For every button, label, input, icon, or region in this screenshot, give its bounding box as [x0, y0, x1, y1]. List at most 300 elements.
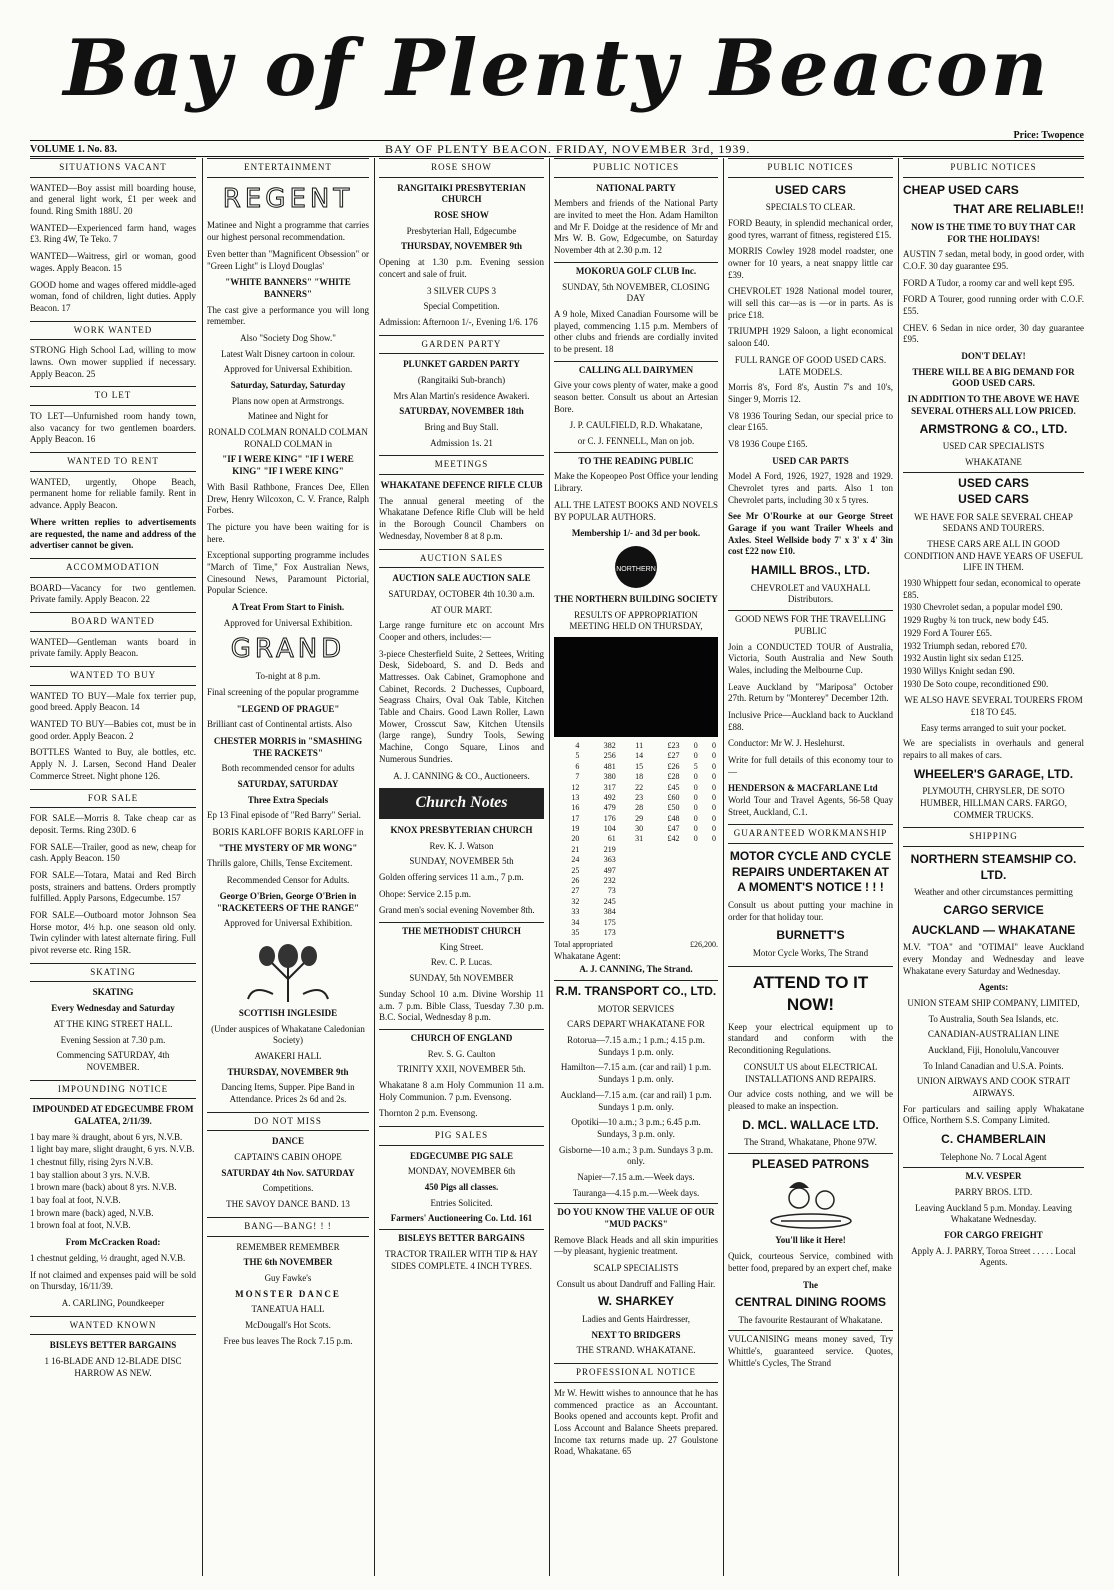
- ad-text: SUNDAY, NOVEMBER 5th: [409, 856, 514, 867]
- table-cell: 14: [635, 751, 644, 761]
- classified-ad: WANTED—Experienced farm hand, wages £3. Ring 4W, Te Teko. 7: [30, 222, 196, 245]
- ad-text: Farmers' Auctioneering Co. Ltd. 161: [390, 1213, 533, 1224]
- table-cell-empty: [618, 845, 645, 855]
- table-cell-empty: [618, 866, 645, 876]
- table-row: [554, 762, 718, 772]
- table-cell: 175: [603, 917, 616, 927]
- notice-text: SCALP SPECIALISTS: [593, 1263, 679, 1274]
- section-heading: PUBLIC NOTICES: [554, 158, 718, 178]
- table-cell: 28: [635, 803, 644, 813]
- ad-title: ATTEND TO IT NOW!: [728, 966, 893, 1016]
- film-title: "WHITE BANNERS" "WHITE BANNERS": [225, 277, 351, 299]
- table-cell: 245: [603, 896, 616, 906]
- notice-text: or C. J. FENNELL, Man on job.: [577, 436, 695, 447]
- ad-text: UNION STEAM SHIP COMPANY, LIMITED,: [907, 997, 1080, 1008]
- list-item: 1 light bay mare, slight draught, 6 yrs. N.V.B.: [30, 1144, 195, 1155]
- event-title: PLUNKET GARDEN PARTY: [403, 359, 520, 370]
- table-cell-empty: [700, 907, 718, 917]
- table-cell-empty: [700, 855, 718, 865]
- ad-text: THURSDAY, NOVEMBER 9th: [227, 1066, 349, 1077]
- notice-text: Where written replies to advertisements are requested, the name and address of the advertiser cannot be given.: [30, 516, 196, 551]
- ad-text: Sunday School 10 a.m. Divine Worship 11 a.m. 7 p.m. Bible Class, Tuesday 7.30 p.m. B.C. Social, Wednesday 8 p.m.: [379, 988, 544, 1023]
- ad-text: UNION AIRWAYS AND COOK STRAIT AIRWAYS.: [916, 1076, 1071, 1098]
- table-row: [554, 824, 718, 834]
- header-rule-top: [30, 140, 1084, 141]
- table-cell: 18: [635, 772, 644, 782]
- ad-text: (Under auspices of Whakatane Caledonian Society): [211, 1023, 365, 1046]
- ad-text: We are specialists in overhauls and general repairs to all makes of cars.: [903, 738, 1084, 761]
- notice-text: Consult us about Dandruff and Falling Hair.: [556, 1278, 716, 1289]
- ad-text: Three Extra Specials: [247, 794, 329, 805]
- table-cell: 12: [571, 782, 580, 792]
- ad-subtitle: You'll like it Here!: [775, 1235, 846, 1246]
- ad-text: AT OUR MART.: [430, 604, 493, 615]
- table-cell-empty: [645, 907, 681, 917]
- table-row: [554, 772, 718, 782]
- section-heading: AUCTION SALES: [379, 549, 544, 569]
- ad-text: Dancing Items, Supper. Pipe Band in Attendance. Prices 2s 6d and 2s.: [221, 1082, 355, 1105]
- list-item: 1932 Triumph sedan, rebored £70.: [903, 640, 1027, 651]
- ad-text: Morris 8's, Ford 8's, Austin 7's and 10's, Singer 9, Morris 12.: [728, 382, 893, 404]
- table-cell: £60: [667, 792, 680, 802]
- ad-text: MORRIS Cowley 1928 model roadster, one owner for 10 years, a neat snappy little car £39.: [728, 246, 893, 280]
- section-heading: ACCOMMODATION: [30, 558, 196, 578]
- table-cell-empty: [618, 886, 645, 896]
- table-cell: 61: [607, 834, 616, 844]
- section-heading: ENTERTAINMENT: [207, 158, 369, 178]
- dateline: BAY OF PLENTY BEACON. FRIDAY, NOVEMBER 3rd, 1939.: [385, 142, 751, 156]
- ad-text: SATURDAY, NOVEMBER 18th: [399, 406, 524, 417]
- table-cell: 0: [712, 834, 716, 844]
- table-cell-empty: [618, 918, 645, 928]
- ad-text: Bring and Buy Stall.: [424, 422, 499, 432]
- schedule-line: Tauranga—4.15 p.m.—Week days.: [572, 1187, 700, 1198]
- event-title: CHURCH OF ENGLAND: [379, 1029, 544, 1045]
- ad-subtitle: USED CAR PARTS: [772, 455, 849, 466]
- table-cell: 4: [575, 740, 580, 750]
- notice-title: R.M. TRANSPORT CO., LTD.: [554, 980, 718, 1000]
- classified-ad: FOR SALE—Totara, Matai and Red Birch posts, strainers and battens. Orders promptly fulfilled. Apply Parsons, Edgecumbe. 157: [30, 869, 196, 904]
- ad-text: The annual general meeting of the Whakatane Defence Rifle Club will be held in the Borough Council Chambers on Wednesday, November 8 at 8 p.m.: [379, 495, 544, 541]
- classified-ad: BOTTLES Wanted to Buy, ale bottles, etc. Apply N. J. Larsen, Second Hand Dealer Commerce Street. Night phone 126.: [30, 747, 196, 781]
- film-title: CHESTER MORRIS in "SMASHING THE RACKETS": [213, 735, 363, 758]
- schedule-line: Napier—7.15 a.m.—Week days.: [577, 1171, 695, 1182]
- classified-ad: FOR SALE—Morris 8. Take cheap car as deposit. Terms. Ring 230D. 6: [30, 813, 196, 835]
- table-cell: 481: [603, 761, 616, 771]
- table-cell: 5: [575, 751, 580, 761]
- ad-text: Write for full details of this economy tour to—: [728, 755, 893, 777]
- ad-text: Approved for Universal Exhibition.: [223, 364, 353, 375]
- table-cell: £50: [667, 803, 680, 813]
- ad-text: CHEV. 6 Sedan in nice order, 30 day guarantee £95.: [903, 322, 1084, 345]
- business-name: C. CHAMBERLAIN: [941, 1132, 1046, 1147]
- impound-title: IMPOUNDED AT EDGECUMBE FROM GALATEA, 2/11/39.: [32, 1104, 194, 1126]
- table-cell: £26: [667, 761, 680, 771]
- ad-text: Telephone No. 7 Local Agent: [940, 1151, 1047, 1162]
- ad-text: Grand men's social evening November 8th.: [379, 905, 535, 916]
- ad-text: Mrs Alan Martin's residence Awakeri.: [393, 390, 530, 401]
- notice-text: ALL THE LATEST BOOKS AND NOVELS BY POPULAR AUTHORS.: [554, 499, 718, 522]
- table-cell: 32: [571, 896, 580, 906]
- ad-text: Opening at 1.30 p.m. Evening session concert and sale of fruit.: [379, 257, 544, 279]
- ad-text: THESE CARS ARE ALL IN GOOD CONDITION AND HAVE YEARS OF USEFUL LIFE IN THEM.: [904, 539, 1083, 573]
- ad-text: Ohope: Service 2.15 p.m.: [379, 888, 471, 899]
- section-heading: BOARD WANTED: [30, 612, 196, 632]
- event-title: DANCE: [271, 1136, 304, 1147]
- ad-text: Auckland, Fiji, Honolulu,Vancouver: [927, 1044, 1060, 1055]
- ad-text: WHAKATANE: [965, 456, 1022, 467]
- ad-text: With Basil Rathbone, Frances Dee, Ellen Drew, Henry Wilcoxon, C. V. France, Ralph Forbes.: [207, 481, 369, 516]
- skating-days: Every Wednesday and Saturday: [51, 1003, 175, 1014]
- ad-text: THE 6th NOVEMBER: [243, 1257, 333, 1268]
- ad-text: To Australia, South Sea Islands, etc.: [928, 1013, 1059, 1024]
- column-events: [379, 158, 544, 1576]
- ad-text: Approved for Universal Exhibition.: [223, 617, 353, 628]
- table-cell: 317: [603, 782, 616, 792]
- results-total: [554, 940, 718, 950]
- agent-label: Whakatane Agent:: [554, 950, 621, 961]
- table-cell: 256: [603, 751, 616, 761]
- notice-text: Ladies and Gents Hairdresser,: [581, 1314, 691, 1325]
- notice-title: MOKORUA GOLF CLUB Inc.: [554, 262, 718, 278]
- list-item: 1930 Whippett four sedan, economical to operate £85.: [903, 578, 1081, 600]
- table-cell-empty: [700, 845, 718, 855]
- section-heading: FOR SALE: [30, 789, 196, 809]
- ad-text: Leave Auckland by "Mariposa" October 27th. Return by "Monterey" December 12th.: [728, 681, 893, 704]
- table-cell: 173: [603, 927, 616, 937]
- table-cell-empty: [645, 845, 681, 855]
- ad-text: AUSTIN 7 sedan, metal body, in good order, with C.O.F. 30 day guarantee £95.: [903, 249, 1084, 271]
- ad-text: WE ALSO HAVE SEVERAL TOURERS FROM £18 TO £45.: [904, 695, 1083, 717]
- ad-text: Admission 1s. 21: [430, 437, 493, 448]
- film-title: "LEGEND OF PRAGUE": [236, 703, 340, 714]
- ad-text: Special Competition.: [423, 301, 500, 312]
- table-cell: 492: [603, 792, 616, 802]
- wanted-known-text: 1 16-BLADE AND 12-BLADE DISC HARROW AS NEW.: [44, 1355, 182, 1378]
- poundkeeper: A. CARLING, Poundkeeper: [61, 1297, 165, 1308]
- column-divider: [898, 158, 899, 1576]
- table-row: [554, 886, 718, 896]
- notice-text: MOTOR SERVICES: [597, 1003, 675, 1014]
- redacted-block: [554, 637, 718, 737]
- ad-text: Competitions.: [262, 1183, 314, 1194]
- notice-text: NEXT TO BRIDGERS: [591, 1329, 681, 1340]
- table-cell: 479: [603, 803, 616, 813]
- ad-text: Agents:: [978, 982, 1009, 993]
- ad-text: A. J. CANNING & CO., Auctioneers.: [393, 770, 530, 781]
- ad-text: Quick, courteous Service, combined with better food, prepared by an expert chef, make: [728, 1251, 893, 1273]
- ad-text: Weather and other circumstances permitting: [914, 887, 1073, 898]
- table-cell: 219: [603, 844, 616, 854]
- notice-title: TO THE READING PUBLIC: [554, 452, 718, 468]
- ad-text: USED CAR SPECIALISTS: [942, 441, 1045, 452]
- section-heading: GUARANTEED WORKMANSHIP: [728, 824, 893, 844]
- table-cell: £45: [667, 782, 680, 792]
- column-entertainment: [207, 158, 369, 1576]
- ad-text: World Tour and Travel Agents, 56-58 Quay Street, Auckland, C.1.: [728, 795, 893, 817]
- table-cell: 15: [635, 761, 644, 771]
- business-name: NORTHERN STEAMSHIP CO. LTD.: [910, 852, 1077, 882]
- table-cell-empty: [682, 886, 700, 896]
- ad-text: The Strand, Whakatane, Phone 97W.: [744, 1137, 877, 1148]
- ad-text: A Treat From Start to Finish.: [231, 602, 345, 613]
- section-heading: BANG—BANG! ! !: [207, 1217, 369, 1237]
- ad-text: Apply A. J. PARRY, Toroa Street . . . . . Local Agents.: [911, 1245, 1076, 1268]
- event-title: BISLEYS BETTER BARGAINS: [379, 1229, 544, 1245]
- business-name: HENDERSON & MACFARLANE Ltd: [728, 783, 878, 794]
- ad-text: McDougall's Hot Scots.: [245, 1319, 331, 1330]
- ad-text: Exceptional supporting programme includes "March of Time," Fox Australian News, Cinesound News, Paramount Pictorial, Popular Science.: [207, 550, 369, 596]
- table-cell: 0: [693, 751, 698, 761]
- notice-text: Mr W. Hewitt wishes to announce that he has commenced practice as an Accountant. Books opened and accounts kept. Profit and Loss Account and Balance Sheets prepared. Income tax returns made up. 27 Goulstone Road, Whakatane. 65: [554, 1387, 718, 1457]
- ad-text: PARRY BROS. LTD.: [954, 1187, 1033, 1198]
- notice-text: SUNDAY, 5th NOVEMBER, CLOSING DAY: [562, 281, 710, 304]
- skating-start: Commencing SATURDAY, 4th NOVEMBER.: [56, 1050, 170, 1072]
- table-cell-empty: [682, 907, 700, 917]
- ad-text: Saturday, Saturday, Saturday: [230, 380, 346, 391]
- table-cell-empty: [682, 855, 700, 865]
- ad-title: USED CARS: [903, 472, 1084, 492]
- list-item: 1932 Austin light six sedan £125.: [903, 653, 1024, 664]
- schedule-line: Hamilton—7.15 a.m. (car and rail) 1 p.m. Sundays 1 p.m. only.: [560, 1062, 712, 1085]
- section-heading: GARDEN PARTY: [379, 335, 544, 355]
- ad-text: Latest Walt Disney cartoon in colour.: [220, 348, 356, 359]
- table-cell: £28: [667, 772, 680, 782]
- list-item: 1 brown mare (back) about 8 yrs. N.V.B.: [30, 1182, 177, 1193]
- table-cell: 382: [603, 740, 616, 750]
- table-cell: 13: [571, 792, 580, 802]
- table-cell: 21: [571, 844, 580, 854]
- table-cell: 11: [635, 740, 644, 750]
- ad-text: Keep your electrical equipment up to standard and conform with the Reconditioning Regulations.: [728, 1021, 893, 1056]
- notice-text: Make the Kopeopeo Post Office your lending Library.: [554, 471, 718, 494]
- table-cell: £48: [667, 813, 680, 823]
- table-cell: 0: [712, 751, 716, 761]
- table-row: [554, 876, 718, 886]
- section-heading: SKATING: [30, 963, 196, 983]
- list-item: 1 bay mare ¾ draught, about 6 yrs, N.V.B.: [30, 1131, 183, 1142]
- table-cell-empty: [618, 876, 645, 886]
- film-title: "IF I WERE KING" "IF I WERE KING" "IF I WERE KING": [222, 454, 354, 477]
- section-heading: PUBLIC NOTICES: [903, 158, 1084, 178]
- classified-ad: WANTED TO BUY—Male fox terrier pup, good breed. Apply Beacon. 14: [30, 690, 196, 713]
- ad-text: Final screening of the popular programme: [207, 686, 359, 697]
- table-cell: 26: [571, 876, 580, 886]
- agent-name: A. J. CANNING, The Strand.: [579, 964, 693, 975]
- ad-text: Golden offering services 11 a.m., 7 p.m.: [379, 872, 524, 883]
- table-cell: 0: [712, 824, 716, 834]
- ad-title: M.V. VESPER: [903, 1167, 1084, 1183]
- table-cell: 176: [603, 813, 616, 823]
- ad-title: GOOD NEWS FOR THE TRAVELLING PUBLIC: [728, 610, 893, 637]
- ad-text: Free bus leaves The Rock 7.15 p.m.: [223, 1335, 353, 1346]
- table-cell-empty: [700, 928, 718, 938]
- ad-text: WE HAVE FOR SALE SEVERAL CHEAP SEDANS AND TOURERS.: [914, 511, 1073, 534]
- notice-text: J. P. CAULFIELD, R.D. Whakatane,: [569, 420, 703, 431]
- section-heading: PIG SALES: [379, 1126, 544, 1146]
- table-cell: 104: [603, 824, 616, 834]
- section-heading: IMPOUNDING NOTICE: [30, 1080, 196, 1100]
- skating-session: Evening Session at 7.30 p.m.: [60, 1034, 166, 1045]
- table-row: [554, 845, 718, 855]
- table-cell-empty: [618, 907, 645, 917]
- table-cell-empty: [682, 918, 700, 928]
- ad-text: Thornton 2 p.m. Evensong.: [379, 1108, 478, 1119]
- schedule-line: Opotiki—10 a.m.; 3 p.m.; 6.45 p.m. Sundays, 3 p.m. only.: [571, 1117, 701, 1139]
- list-item: 1 brown foal at foot, N.V.B.: [30, 1220, 131, 1231]
- table-row: [554, 918, 718, 928]
- grand-logo: GRAND: [230, 634, 346, 665]
- section-heading: DO NOT MISS: [207, 1112, 369, 1132]
- table-cell-empty: [645, 928, 681, 938]
- table-cell: 16: [571, 803, 580, 813]
- table-cell: 29: [635, 813, 644, 823]
- northern-logo-icon: [613, 544, 659, 590]
- table-cell: 0: [693, 782, 698, 792]
- ad-text: SUNDAY, 5th NOVEMBER: [409, 973, 514, 984]
- list-item: 1 bay foal at foot, N.V.B.: [30, 1195, 121, 1206]
- thistle-icon: [243, 934, 333, 1004]
- business-name: D. MCL. WALLACE LTD.: [742, 1117, 879, 1132]
- column-classifieds: [30, 158, 196, 1576]
- table-cell: 0: [712, 782, 716, 792]
- table-row: [554, 741, 718, 751]
- business-name: BURNETT'S: [776, 928, 845, 943]
- table-cell-empty: [700, 886, 718, 896]
- notice-text: A 9 hole, Mixed Canadian Foursome will be played, commencing 1.15 p.m. Members of other clubs and friends are cordially invited to be present. 18: [554, 308, 718, 354]
- table-cell-empty: [700, 897, 718, 907]
- column-divider: [202, 158, 203, 1576]
- northern-logo-text: NORTHERN: [616, 565, 656, 573]
- table-row: [554, 783, 718, 793]
- table-row: [554, 866, 718, 876]
- impound-item: 1 chestnut gelding, ½ draught, aged N.V.B.: [30, 1252, 186, 1263]
- price: Price: Twopence: [1013, 130, 1084, 141]
- ad-text: TRINITY XXII, NOVEMBER 5th.: [397, 1064, 526, 1075]
- ad-text: THE SAVOY DANCE BAND. 13: [226, 1199, 350, 1210]
- list-item: 1929 Rugby ¾ ton truck, new body £45.: [903, 615, 1049, 626]
- classified-ad: WANTED—Waitress, girl or woman, good wages. Apply Beacon. 15: [30, 251, 196, 273]
- ad-text: Our advice costs nothing, and we will be pleased to make an inspection.: [728, 1089, 893, 1111]
- table-cell: 0: [712, 813, 716, 823]
- table-cell: £47: [667, 824, 680, 834]
- ad-text: Rev. K. J. Watson: [429, 840, 494, 851]
- skating-venue: AT THE KING STREET HALL.: [53, 1018, 173, 1029]
- ad-text: The: [802, 1279, 818, 1290]
- ad-text: Thrills galore, Chills, Tense Excitement.: [207, 858, 353, 869]
- ad-text: King Street.: [439, 941, 484, 952]
- column-divider: [723, 158, 724, 1576]
- ad-text: Conductor: Mr W. J. Heslehurst.: [728, 738, 845, 749]
- business-name: W. SHARKEY: [597, 1294, 674, 1309]
- list-item: 1929 Ford A Tourer £65.: [903, 627, 992, 638]
- table-cell-empty: [645, 866, 681, 876]
- event-title: KNOX PRESBYTERIAN CHURCH: [390, 824, 533, 835]
- ad-text: 3 SILVER CUPS 3: [427, 285, 496, 296]
- column-divider: [374, 158, 375, 1576]
- table-cell-empty: [682, 876, 700, 886]
- ad-text: Large range furniture etc on account Mrs Cooper and others, includes:—: [379, 620, 544, 642]
- section-heading: SITUATIONS VACANT: [30, 158, 196, 178]
- ad-text: M.V. "TOA" and "OTIMAI" leave Auckland every Monday and Wednesday and leave Whakatane every Saturday and Wednesday.: [903, 942, 1084, 976]
- classified-ad: STRONG High School Lad, willing to mow lawns. Own mower supplied if necessary. Apply Beacon. 25: [30, 345, 196, 379]
- event-title: WHAKATANE DEFENCE RIFLE CLUB: [380, 480, 543, 491]
- table-cell: 0: [712, 740, 716, 750]
- total-value: £26,200.: [690, 940, 718, 950]
- table-cell: 19: [571, 824, 580, 834]
- ad-text: SATURDAY, SATURDAY: [237, 779, 339, 790]
- notice-text: THE STRAND. WHAKATANE.: [576, 1345, 696, 1356]
- ad-title: THAT ARE RELIABLE!!: [953, 202, 1084, 217]
- ad-title: AUCKLAND — WHAKATANE: [911, 922, 1076, 937]
- table-cell: 24: [571, 855, 580, 865]
- ad-text: Entries Solicited.: [430, 1197, 493, 1208]
- ad-text: TRIUMPH 1929 Saloon, a light economical saloon £40.: [728, 326, 893, 349]
- section-heading: WANTED KNOWN: [30, 1316, 196, 1336]
- table-row: [554, 897, 718, 907]
- ad-text: NOW IS THE TIME TO BUY THAT CAR FOR THE HOLIDAYS!: [911, 221, 1076, 244]
- ad-text: TRACTOR TRAILER WITH TIP & HAY SIDES COMPLETE. 4 INCH TYRES.: [385, 1248, 538, 1271]
- table-cell-empty: [700, 876, 718, 886]
- section-heading: SHIPPING: [903, 827, 1084, 847]
- column-public-notices-2: [728, 158, 893, 1576]
- event-title: EDGECUMBE PIG SALE: [409, 1150, 514, 1161]
- table-cell: 0: [712, 803, 716, 813]
- table-cell: 7: [575, 772, 580, 782]
- ad-text: (Rangitaiki Sub-branch): [417, 374, 506, 385]
- ad-text: See Mr O'Rourke at our George Street Garage if you want Trailer Wheels and Axles. Steel Wellside body 7' x 3' x 4' 3in cost £22 now £10.: [728, 511, 893, 557]
- classified-ad: FOR SALE—Trailer, good as new, cheap for cash. Apply Beacon. 150: [30, 841, 196, 864]
- list-item: 1930 Willys Knight sedan £90.: [903, 665, 1015, 676]
- notice-text: RESULTS OF APPROPRIATION MEETING HELD ON THURSDAY,: [569, 609, 703, 632]
- ad-text: Ep 13 Final episode of "Red Barry" Serial.: [207, 810, 361, 821]
- ad-text: 3-piece Chesterfield Suite, 2 Settees, Writing Desk, Sideboard, S. and D. Beds and Mattresses. Oak Cabinet, Gramophone and Cabinet, Records. 2 Duchesses, Cupboard, Seagrass Chairs, Oval Oak Table, Kitchen Table and Chairs. Good Lawn Roller, Lawn Mower, Crosscut Saw, Kitchen Utensils (large range), Sundry Tools, Sewing Machine, Congo Square, Linos and Numerous Sundries.: [379, 648, 544, 764]
- schedule-line: Rotorua—7.15 a.m.; 1 p.m.; 4.15 p.m. Sundays 1 p.m. only.: [567, 1035, 705, 1057]
- ad-text: IN ADDITION TO THE ABOVE WE HAVE SEVERAL OTHERS ALL LOW PRICED.: [907, 394, 1080, 416]
- ad-text: Inclusive Price—Auckland back to Auckland £88.: [728, 709, 893, 732]
- skating-title: SKATING: [92, 987, 134, 998]
- section-heading: MEETINGS: [379, 455, 544, 475]
- ad-text: FORD Beauty, in splendid mechanical order, good tyres, warrant of fitness, registered £15.: [728, 217, 893, 240]
- actor-names: RONALD COLMAN RONALD COLMAN RONALD COLMAN in: [208, 427, 368, 449]
- table-row: [554, 793, 718, 803]
- ad-text: PLYMOUTH, CHRYSLER, DE SOTO HUMBER, HILLMAN CARS. FARGO, COMMER TRUCKS.: [920, 786, 1067, 820]
- classified-ad: BOARD—Vacancy for two gentlemen. Private family. Apply Beacon. 22: [30, 582, 196, 605]
- table-cell: £27: [667, 751, 680, 761]
- ad-text: Rev. S. G. Caulton: [427, 1048, 496, 1059]
- table-row: [554, 855, 718, 865]
- classified-ad: WANTED TO BUY—Babies cot, must be in good order. Apply Beacon. 2: [30, 719, 196, 741]
- table-cell-empty: [618, 928, 645, 938]
- table-cell-empty: [618, 855, 645, 865]
- classified-ad: FOR SALE—Outboard motor Johnson Sea Horse motor, 4½ h.p. one season old only. Twin cylinder with latest alternate firing. Full pivot reverse etc. Ring 15R.: [30, 910, 196, 956]
- list-item: 1930 Chevrolet sedan, a popular model £90.: [903, 602, 1063, 613]
- section-heading: WANTED TO RENT: [30, 452, 196, 472]
- ad-text: REMEMBER REMEMBER: [236, 1241, 340, 1252]
- table-row: [554, 928, 718, 938]
- business-name: WHEELER'S GARAGE, LTD.: [913, 766, 1074, 781]
- table-cell-empty: [645, 897, 681, 907]
- ad-text: Matinee and Night a programme that carries our highest personal recommendation.: [207, 220, 369, 243]
- ad-text: FORD A Tourer, good running order with C.O.F. £55.: [903, 294, 1084, 316]
- table-cell: 0: [693, 792, 698, 802]
- ad-text: THURSDAY, NOVEMBER 9th: [400, 241, 523, 252]
- notice-text: CARS DEPART WHAKATANE FOR: [567, 1019, 705, 1030]
- table-cell: 497: [603, 865, 616, 875]
- ad-text: V8 1936 Touring Sedan, our special price to clear £165.: [728, 410, 893, 433]
- notice-title: DO YOU KNOW THE VALUE OF OUR "MUD PACKS": [554, 1203, 718, 1230]
- table-cell: 20: [571, 834, 580, 844]
